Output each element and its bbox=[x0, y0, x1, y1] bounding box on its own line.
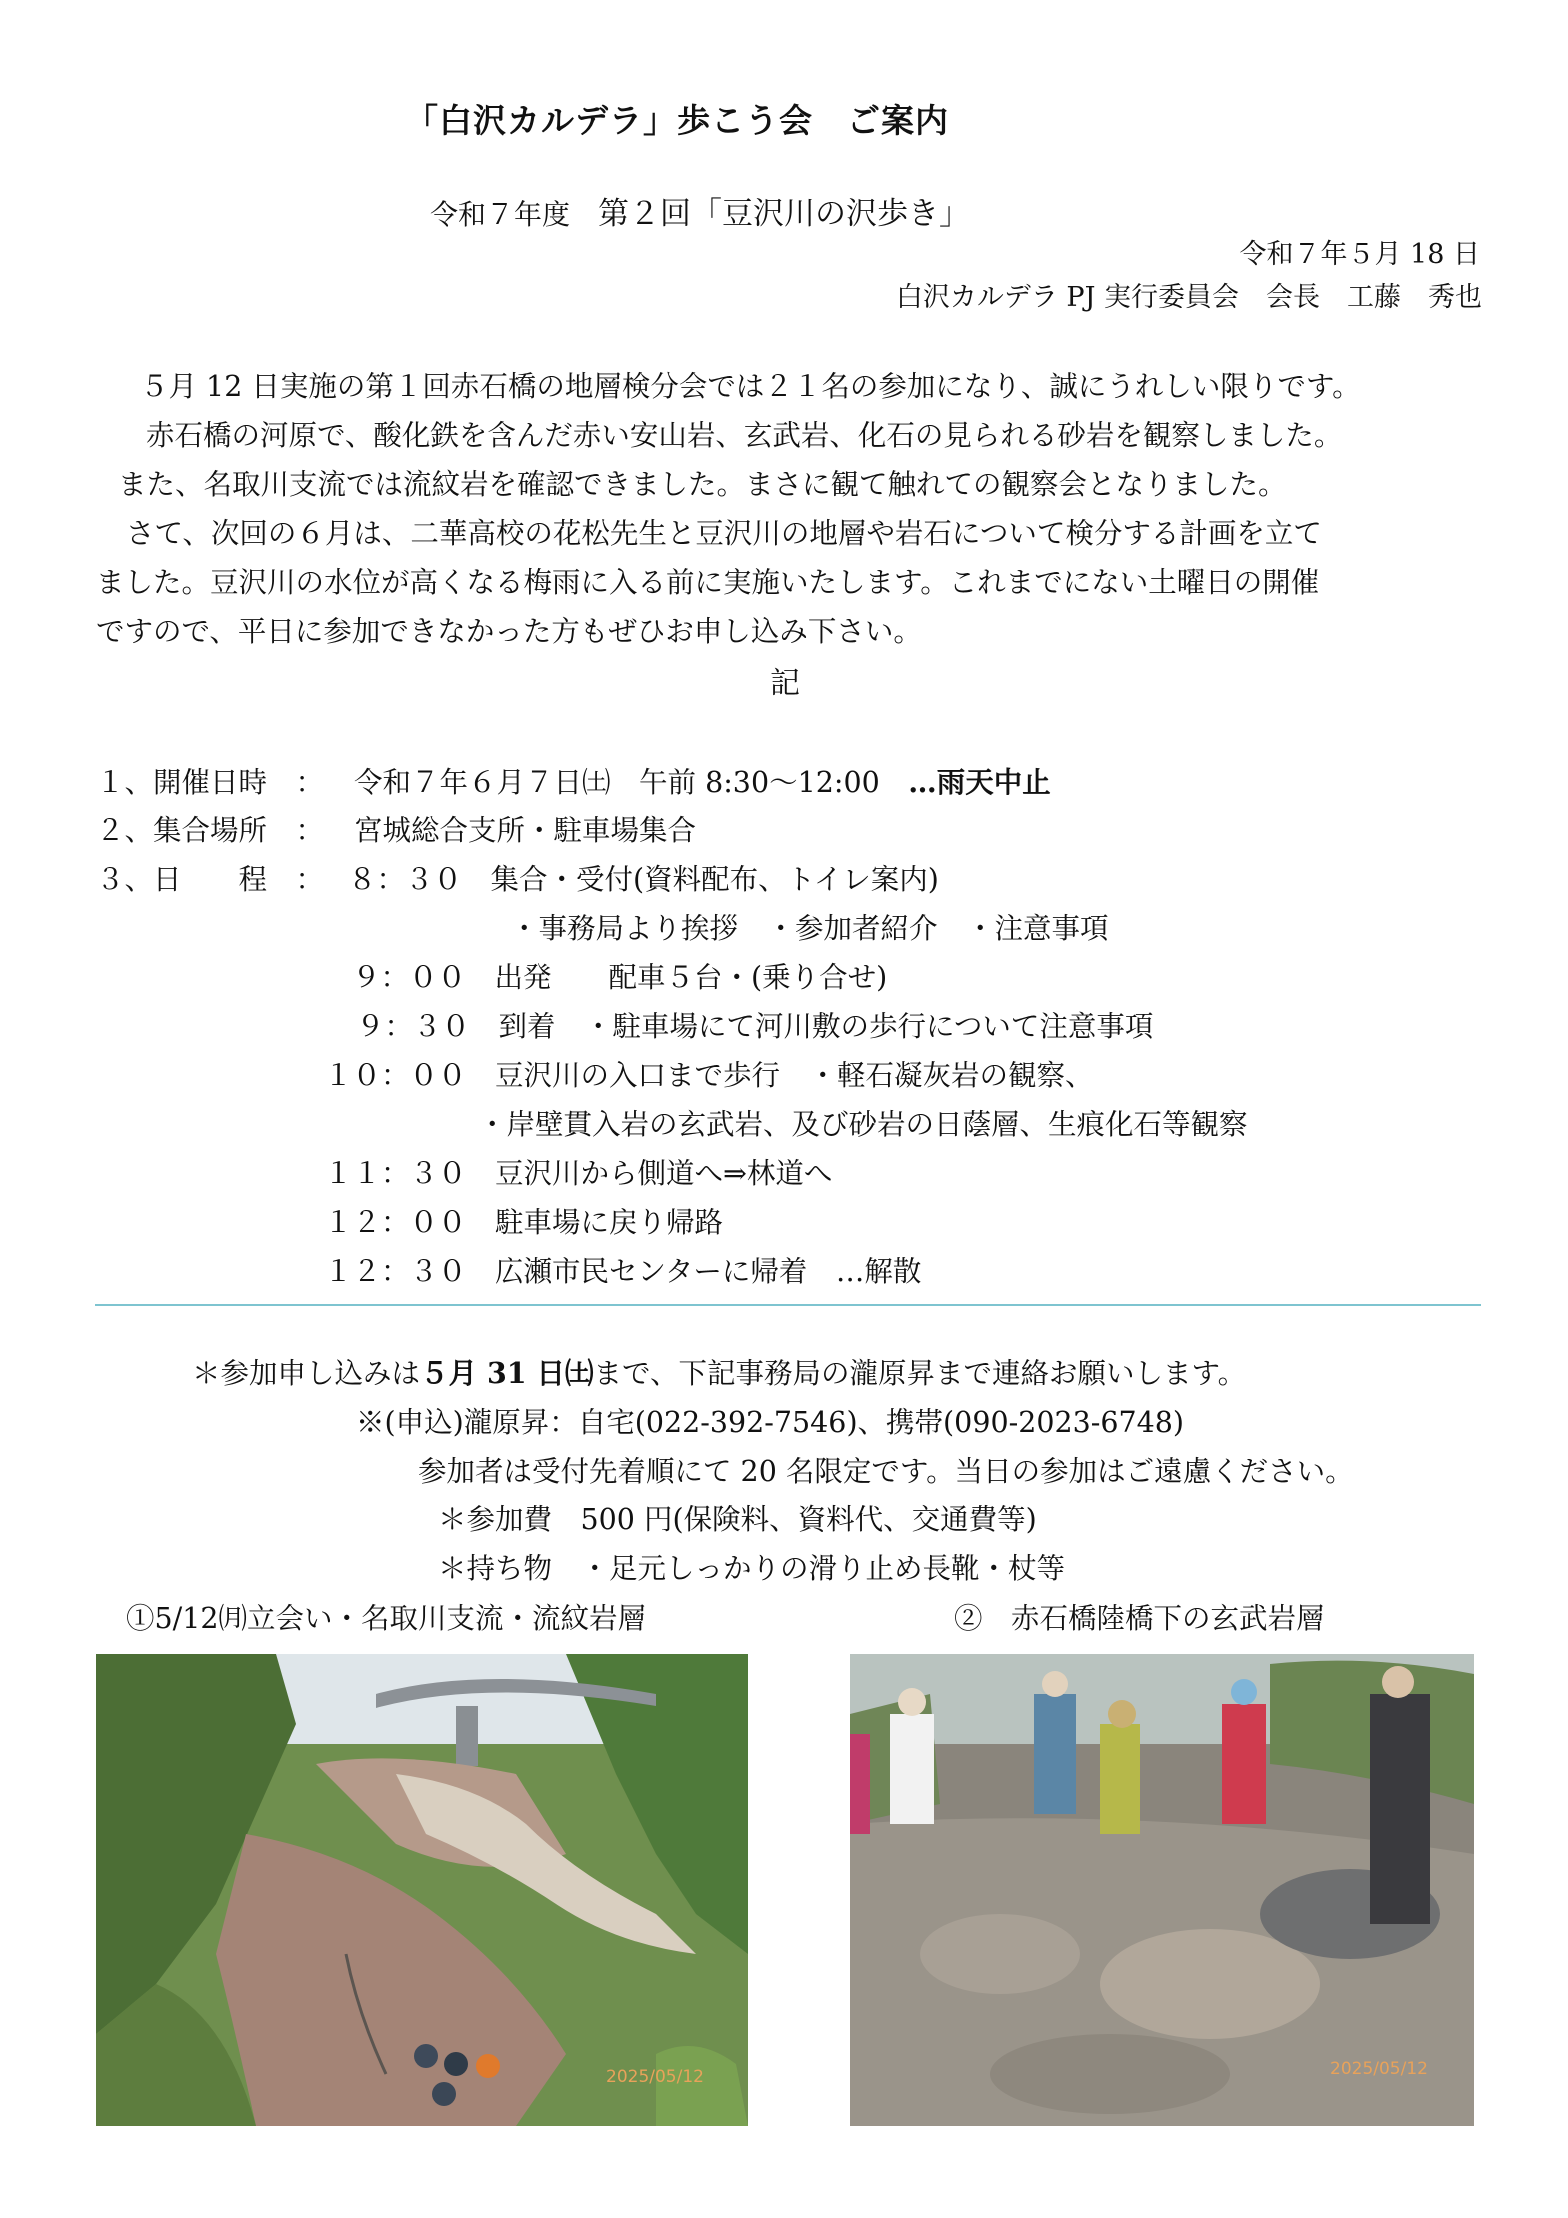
body-line-5: ました。豆沢川の水位が高くなる梅雨に入る前に実施いたします。これまでにない土曜日の開催 bbox=[96, 566, 1320, 599]
body-line-1: ５月 12 日実施の第１回赤石橋の地層検分会では２１名の参加になり、誠にうれしい限りです。 bbox=[140, 370, 1361, 403]
body-line-4: さて、次回の６月は、二華高校の花松先生と豆沢川の地層や岩石について検分する計画を立て bbox=[126, 517, 1322, 550]
schedule-label: ３、日 程 ： bbox=[96, 863, 325, 896]
issue-date: 令和７年５月 18 日 bbox=[1239, 239, 1480, 270]
subtitle-prefix: 令和７年度 bbox=[430, 198, 599, 231]
left-photo-caption: ①5/12㈪立会い・名取川支流・流紋岩層 bbox=[126, 1602, 647, 1635]
section-divider bbox=[95, 1304, 1481, 1306]
deadline-date: ５月 31 日㈯ bbox=[420, 1356, 594, 1390]
schedule-item: １２：００ 駐車場に戻り帰路 bbox=[324, 1206, 724, 1239]
schedule-item: ８：３０ 集合・受付(資料配布、トイレ案内) bbox=[348, 863, 939, 896]
schedule-item: １１：３０ 豆沢川から側道へ⇒林道へ bbox=[324, 1157, 833, 1190]
date-value: 令和７年６月７日㈯ 午前 8:30～12:00 bbox=[354, 766, 909, 799]
right-photo-date-stamp: 2025/05/12 bbox=[1330, 2059, 1428, 2079]
place-value: 宮城総合支所・駐車場集合 bbox=[354, 814, 697, 847]
schedule-item: １０：００ 豆沢川の入口まで歩行 ・軽石凝灰岩の観察、 bbox=[324, 1059, 1094, 1092]
schedule-item: ・事務局より挨拶 ・参加者紹介 ・注意事項 bbox=[510, 912, 1109, 945]
deadline-prefix: ＊参加申し込みは bbox=[192, 1357, 421, 1390]
ki-heading: 記 bbox=[770, 666, 800, 701]
right-photo-caption: ② 赤石橋陸橋下の玄武岩層 bbox=[954, 1602, 1325, 1635]
place-label: ２、集合場所 ： bbox=[96, 814, 325, 847]
application-deadline bbox=[192, 1351, 1246, 1392]
application-contact: ※(申込)瀧原昇：自宅(022-392-7546)、携帯(090-2023-6748) bbox=[356, 1406, 1185, 1439]
items-to-bring: ＊持ち物 ・足元しっかりの滑り止め長靴・杖等 bbox=[438, 1552, 1066, 1585]
place-row bbox=[96, 808, 696, 849]
date-row bbox=[96, 760, 1051, 801]
participation-fee: ＊参加費 500 円(保険料、資料代、交通費等) bbox=[438, 1503, 1037, 1536]
body-line-2: 赤石橋の河原で、酸化鉄を含んだ赤い安山岩、玄武岩、化石の見られる砂岩を観察しました。 bbox=[146, 419, 1343, 452]
schedule-item: ・岸壁貫入岩の玄武岩、及び砂岩の日蔭層、生痕化石等観察 bbox=[478, 1108, 1248, 1141]
schedule-item: ９：００ 出発 配車５台・(乗り合せ) bbox=[352, 961, 888, 994]
schedule-item: ９：３０ 到着 ・駐車場にて河川敷の歩行について注意事項 bbox=[356, 1010, 1154, 1043]
body-line-3: また、名取川支流では流紋岩を確認できました。まさに観て触れての観察会となりました。 bbox=[118, 468, 1287, 501]
body-line-6: ですので、平日に参加できなかった方もぜひお申し込み下さい。 bbox=[96, 615, 922, 648]
deadline-suffix: まで、下記事務局の瀧原昇まで連絡お願いします。 bbox=[593, 1357, 1247, 1390]
left-photo-river-gorge bbox=[96, 1654, 748, 2126]
page-title: 「白沢カルデラ」歩こう会 ご案内 bbox=[405, 101, 949, 140]
schedule-item: １２：３０ 広瀬市民センターに帰着 …解散 bbox=[324, 1255, 922, 1288]
right-photo-basalt-layer bbox=[850, 1654, 1474, 2126]
organizer: 白沢カルデラ PJ 実行委員会 会長 工藤 秀也 bbox=[895, 282, 1482, 313]
subtitle bbox=[430, 188, 970, 233]
rain-cancel-note: …雨天中止 bbox=[908, 765, 1051, 799]
application-limit: 参加者は受付先着順にて 20 名限定です。当日の参加はご遠慮ください。 bbox=[418, 1455, 1354, 1488]
left-photo-date-stamp: 2025/05/12 bbox=[606, 2067, 704, 2087]
date-label: １、開催日時 ： bbox=[96, 766, 325, 799]
subtitle-main: 第２回「豆沢川の沢歩き」 bbox=[598, 196, 971, 232]
